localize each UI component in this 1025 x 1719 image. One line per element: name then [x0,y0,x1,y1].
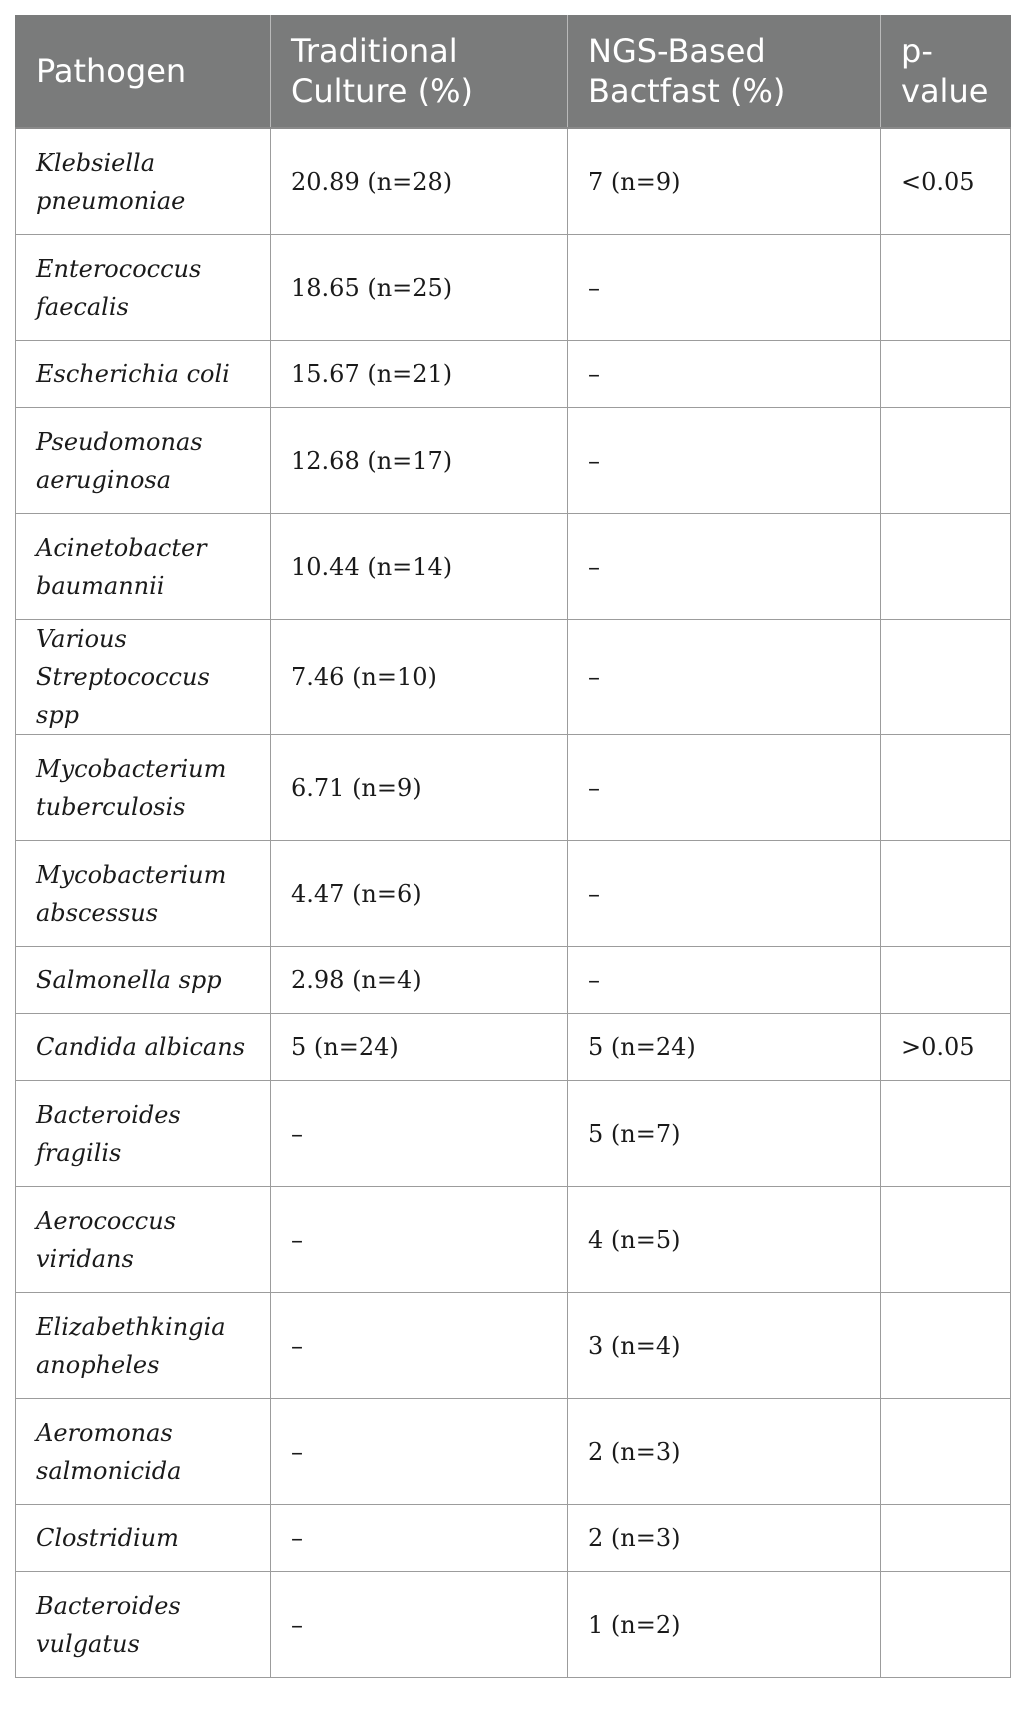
cell-pathogen: Bacteroides fragilis [16,1081,271,1187]
cell-traditional: 2.98 (n=4) [271,947,568,1014]
cell-ngs: 2 (n=3) [568,1399,881,1505]
table-row [16,841,1011,947]
cell-ngs: 7 (n=9) [568,128,881,235]
cell-p-value: >0.05 [881,1014,1011,1081]
table-row [16,341,1011,408]
cell-pathogen: Aerococcus viridans [16,1187,271,1293]
table-row [16,1187,1011,1293]
cell-pathogen: Candida albicans [16,1014,271,1081]
table-row [16,1014,1011,1081]
header-row [16,15,1011,128]
cell-pathogen: Clostridium [16,1505,271,1572]
cell-pathogen: Bacteroides vulgatus [16,1572,271,1678]
cell-traditional: 4.47 (n=6) [271,841,568,947]
cell-pathogen: Pseudomonas aeruginosa [16,408,271,514]
cell-pathogen: Klebsiella pneumoniae [16,128,271,235]
table-row [16,1572,1011,1678]
cell-traditional: 7.46 (n=10) [271,620,568,735]
table-row [16,620,1011,735]
cell-traditional: 6.71 (n=9) [271,735,568,841]
cell-traditional: – [271,1293,568,1399]
cell-ngs: – [568,947,881,1014]
cell-traditional: 5 (n=24) [271,1014,568,1081]
cell-ngs: – [568,341,881,408]
cell-p-value [881,947,1011,1014]
cell-pathogen: Salmonella spp [16,947,271,1014]
cell-traditional: – [271,1081,568,1187]
cell-p-value [881,341,1011,408]
cell-p-value [881,1505,1011,1572]
cell-traditional: 12.68 (n=17) [271,408,568,514]
table-row [16,1293,1011,1399]
cell-p-value [881,1187,1011,1293]
cell-pathogen: Elizabethkingia anopheles [16,1293,271,1399]
cell-traditional: – [271,1572,568,1678]
cell-ngs: 3 (n=4) [568,1293,881,1399]
cell-p-value [881,514,1011,620]
cell-pathogen: Mycobacterium tuberculosis [16,735,271,841]
header-traditional-culture: Traditional Culture (%) [271,15,568,128]
cell-traditional: 15.67 (n=21) [271,341,568,408]
cell-traditional: – [271,1399,568,1505]
cell-traditional: 20.89 (n=28) [271,128,568,235]
cell-p-value [881,235,1011,341]
cell-ngs: 5 (n=24) [568,1014,881,1081]
table-row [16,235,1011,341]
cell-pathogen: Aeromonas salmonicida [16,1399,271,1505]
cell-ngs: – [568,841,881,947]
cell-p-value [881,1572,1011,1678]
pathogen-comparison-table-wrapper [15,15,1010,1678]
cell-p-value [881,1293,1011,1399]
cell-ngs: – [568,735,881,841]
cell-pathogen: Escherichia coli [16,341,271,408]
header-pathogen: Pathogen [16,15,271,128]
pathogen-comparison-table [15,15,1011,1678]
cell-p-value [881,408,1011,514]
header-p-value: p-value [881,15,1011,128]
table-row [16,947,1011,1014]
cell-p-value [881,735,1011,841]
cell-pathogen: Various Streptococcus spp [16,620,271,735]
cell-ngs: 1 (n=2) [568,1572,881,1678]
cell-traditional: – [271,1505,568,1572]
cell-traditional: – [271,1187,568,1293]
cell-traditional: 18.65 (n=25) [271,235,568,341]
cell-traditional: 10.44 (n=14) [271,514,568,620]
table-row [16,735,1011,841]
header-ngs-bactfast: NGS-Based Bactfast (%) [568,15,881,128]
table-row [16,514,1011,620]
cell-ngs: – [568,408,881,514]
cell-p-value [881,1081,1011,1187]
table-row [16,408,1011,514]
cell-p-value [881,841,1011,947]
table-row [16,1081,1011,1187]
cell-p-value [881,620,1011,735]
table-row [16,1399,1011,1505]
cell-ngs: – [568,514,881,620]
cell-pathogen: Enterococcus faecalis [16,235,271,341]
table-row [16,1505,1011,1572]
table-body [16,128,1011,1678]
cell-ngs: 4 (n=5) [568,1187,881,1293]
cell-pathogen: Acinetobacter baumannii [16,514,271,620]
cell-p-value [881,1399,1011,1505]
cell-ngs: 5 (n=7) [568,1081,881,1187]
cell-p-value: <0.05 [881,128,1011,235]
cell-pathogen: Mycobacterium abscessus [16,841,271,947]
table-row [16,128,1011,235]
cell-ngs: – [568,235,881,341]
table-header [16,15,1011,128]
cell-ngs: – [568,620,881,735]
cell-ngs: 2 (n=3) [568,1505,881,1572]
